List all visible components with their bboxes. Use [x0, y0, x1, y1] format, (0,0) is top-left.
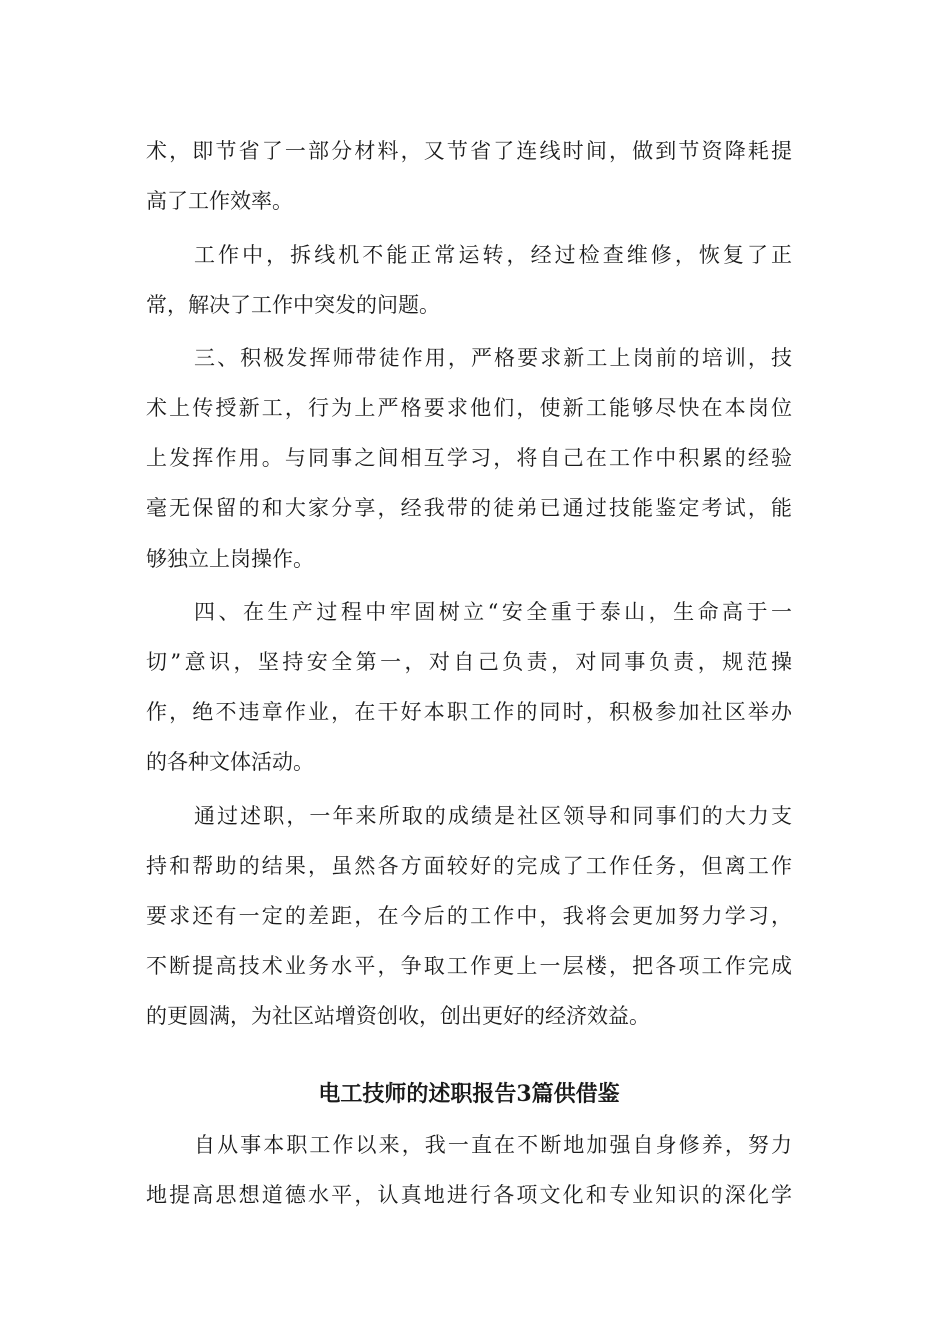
paragraph-4-line-1: 四、在生产过程中牢固树立“安全重于泰山，生命高于一 [194, 600, 792, 624]
paragraph-5-line-4: 不断提高技术业务水平，争取工作更上一层楼，把各项工作完成 [146, 954, 792, 978]
paragraph-4-line-2: 切”意识，坚持安全第一，对自己负责，对同事负责，规范操 [146, 650, 792, 674]
paragraph-4-line-4: 的各种文体活动。 [146, 750, 314, 774]
paragraph-5-line-1: 通过述职，一年来所取的成绩是社区领导和同事们的大力支 [194, 804, 792, 828]
section-heading: 电工技师的述职报告3篇供借鉴 [318, 1081, 620, 1107]
paragraph-3-line-4: 毫无保留的和大家分享，经我带的徒弟已通过技能鉴定考试，能 [146, 496, 792, 520]
paragraph-5-line-2: 持和帮助的结果，虽然各方面较好的完成了工作任务，但离工作 [146, 854, 792, 878]
paragraph-1-line-2: 高了工作效率。 [146, 189, 293, 213]
paragraph-5-line-5: 的更圆满，为社区站增资创收，创出更好的经济效益。 [146, 1004, 650, 1028]
next-section-line-1: 自从事本职工作以来，我一直在不断地加强自身修养，努力 [194, 1133, 792, 1157]
paragraph-2-line-1: 工作中，拆线机不能正常运转，经过检查维修，恢复了正 [194, 243, 792, 267]
next-section-line-2: 地提高思想道德水平，认真地进行各项文化和专业知识的深化学 [146, 1183, 792, 1207]
paragraph-3-line-1: 三、积极发挥师带徒作用，严格要求新工上岗前的培训，技 [194, 346, 792, 370]
paragraph-3-line-3: 上发挥作用。与同事之间相互学习，将自己在工作中积累的经验 [146, 446, 792, 470]
paragraph-4-line-3: 作，绝不违章作业，在干好本职工作的同时，积极参加社区举办 [146, 700, 792, 724]
paragraph-5-line-3: 要求还有一定的差距，在今后的工作中，我将会更加努力学习， [146, 904, 792, 928]
paragraph-2-line-2: 常，解决了工作中突发的问题。 [146, 293, 440, 317]
paragraph-1-line-1: 术，即节省了一部分材料，又节省了连线时间，做到节资降耗提 [146, 139, 792, 163]
paragraph-3-line-2: 术上传授新工，行为上严格要求他们，使新工能够尽快在本岗位 [146, 396, 792, 420]
paragraph-3-line-5: 够独立上岗操作。 [146, 547, 314, 571]
